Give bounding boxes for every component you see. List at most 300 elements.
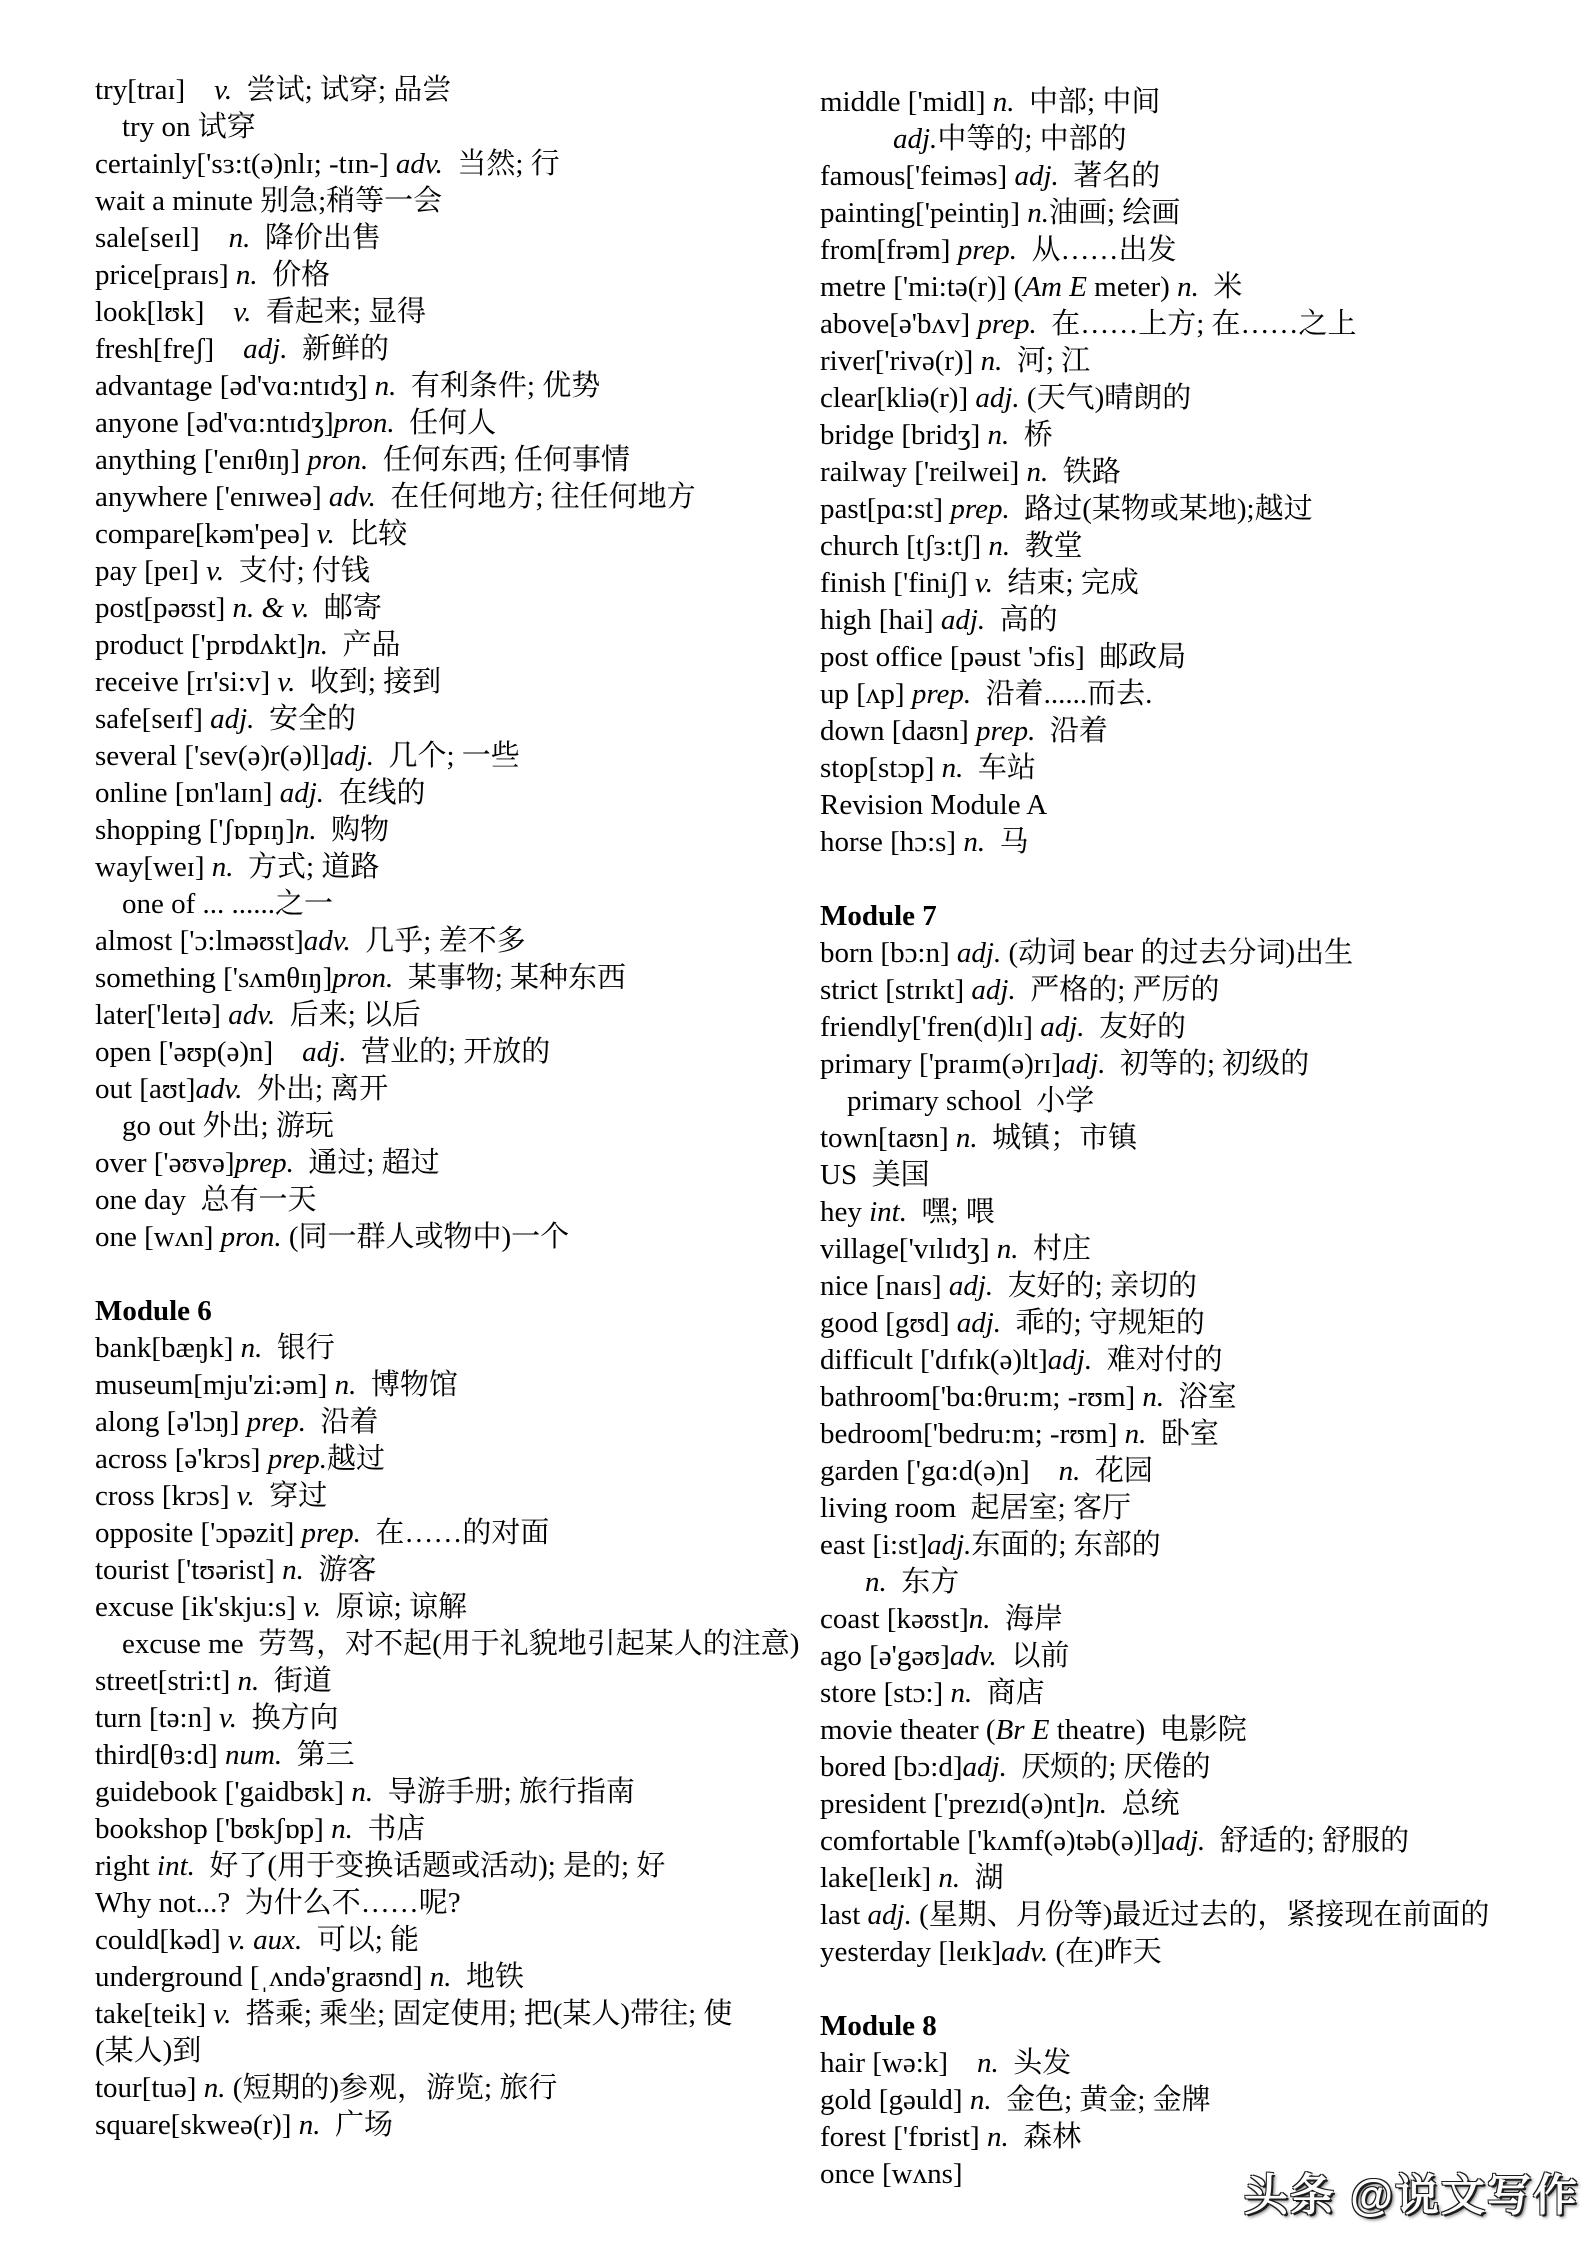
vocab-line bbox=[95, 960, 815, 997]
entry-text: railway ['reilwei] bbox=[820, 456, 1027, 488]
part-of-speech-label: adj. bbox=[927, 1529, 972, 1561]
part-of-speech-label: n. bbox=[237, 1665, 260, 1697]
vocab-line bbox=[820, 1934, 1565, 1971]
entry-text: advantage [əd'vɑ:ntɪdʒ] bbox=[95, 370, 375, 402]
vocab-line bbox=[820, 639, 1565, 676]
entry-text: take[teik] bbox=[95, 1998, 214, 2030]
entry-text: almost ['ɔ:lməʊst] bbox=[95, 925, 304, 957]
entry-text: product ['prɒdʌkt] bbox=[95, 629, 307, 661]
vocab-line bbox=[820, 1453, 1565, 1490]
entry-text: past[pɑ:st] bbox=[820, 493, 951, 525]
entry-text: 原谅; 谅解 bbox=[321, 1591, 467, 1623]
entry-text: 支付; 付钱 bbox=[224, 555, 370, 587]
entry-text: hey bbox=[820, 1196, 870, 1228]
entry-text: anyone [əd'vɑ:ntɪdʒ] bbox=[95, 407, 334, 439]
entry-text: 尝试; 试穿; 品尝 bbox=[232, 74, 452, 106]
vocab-line bbox=[95, 220, 815, 257]
entry-text: famous['feiməs] bbox=[820, 160, 1015, 192]
part-of-speech-label: n. bbox=[374, 370, 397, 402]
entry-text: coast [kəʊst] bbox=[820, 1603, 969, 1635]
vocab-line bbox=[95, 1367, 815, 1404]
entry-text: try[traɪ] bbox=[95, 74, 215, 106]
part-of-speech-label: v. bbox=[233, 296, 252, 328]
vocab-line bbox=[820, 1120, 1565, 1157]
part-of-speech-label: adj. bbox=[971, 974, 1016, 1006]
entry-text: (动词 bear 的过去分词)出生 bbox=[1001, 937, 1354, 969]
vocab-line bbox=[820, 1194, 1565, 1231]
part-of-speech-label: pron. bbox=[307, 444, 369, 476]
vocab-line bbox=[95, 1626, 815, 1663]
vocab-line bbox=[820, 1564, 1565, 1601]
entry-text: (星期、月份等)最近过去的，紧接现在前面的 bbox=[911, 1899, 1490, 1931]
vocab-line bbox=[820, 491, 1565, 528]
entry-text: 几个; 一些 bbox=[373, 740, 520, 772]
entry-text: 东方 bbox=[886, 1566, 960, 1598]
entry-text: 桥 bbox=[1009, 419, 1053, 451]
entry-text: 米 bbox=[1198, 271, 1243, 303]
part-of-speech-label: n. bbox=[996, 1233, 1019, 1265]
entry-text: 好了(用于变换话题或活动); 是的; 好 bbox=[194, 1850, 666, 1882]
vocab-line bbox=[95, 1589, 815, 1626]
vocab-line bbox=[820, 1157, 1565, 1194]
vocab-line bbox=[95, 1552, 815, 1589]
entry-text: 沿着 bbox=[1035, 715, 1108, 747]
entry-text: 沿着 bbox=[305, 1406, 379, 1438]
entry-text: out [aʊt] bbox=[95, 1073, 196, 1105]
vocab-line bbox=[820, 1379, 1565, 1416]
vocab-line bbox=[95, 1441, 815, 1478]
vocab-line bbox=[820, 1675, 1565, 1712]
entry-text: nice [naɪs] bbox=[820, 1270, 949, 1302]
part-of-speech-label: prep. bbox=[911, 678, 972, 710]
entry-text: post office [pəust 'ɔfis] 邮政局 bbox=[820, 641, 1187, 673]
part-of-speech-label: v. bbox=[219, 1702, 237, 1734]
part-of-speech-label: n. bbox=[1027, 197, 1049, 229]
vocab-line bbox=[95, 183, 815, 220]
vocab-line bbox=[95, 1108, 815, 1145]
entry-text: fresh[freʃ] bbox=[95, 333, 244, 365]
vocab-line bbox=[95, 775, 815, 812]
part-of-speech-label: adj. bbox=[948, 1270, 994, 1302]
entry-text: square[skweə(r)] bbox=[95, 2109, 299, 2141]
entry-text: over ['əʊvə] bbox=[95, 1147, 235, 1179]
entry-text: 在……的对面 bbox=[360, 1517, 550, 1549]
part-of-speech-label: v. bbox=[214, 74, 233, 106]
entry-text: 东面的; 东部的 bbox=[971, 1529, 1161, 1561]
entry-text: 油画; 绘画 bbox=[1048, 197, 1181, 229]
entry-text: garden ['gɑ:d(ə)n] bbox=[820, 1455, 1059, 1487]
vocab-line bbox=[820, 1786, 1565, 1823]
entry-text: 铁路 bbox=[1048, 456, 1121, 488]
part-of-speech-label: n. bbox=[1058, 1455, 1081, 1487]
part-of-speech-label: prep. bbox=[234, 1147, 294, 1179]
part-of-speech-label: n. bbox=[240, 1332, 263, 1364]
entry-text: stop[stɔp] bbox=[820, 752, 942, 784]
entry-text: church [tʃɜ:tʃ] bbox=[820, 530, 989, 562]
part-of-speech-label: n. bbox=[235, 259, 258, 291]
part-of-speech-label: n. bbox=[963, 826, 986, 858]
vocab-line bbox=[820, 1342, 1565, 1379]
entry-text: online [ɒn'laɪn] bbox=[95, 777, 280, 809]
vocab-line bbox=[95, 923, 815, 960]
entry-text: 当然; 行 bbox=[442, 148, 560, 180]
part-of-speech-label: n. bbox=[294, 814, 317, 846]
vocab-line bbox=[820, 602, 1565, 639]
module-header bbox=[95, 1293, 815, 1330]
part-of-speech-label: adj. bbox=[893, 123, 938, 155]
part-of-speech-label: v. bbox=[206, 555, 225, 587]
vocab-line bbox=[95, 294, 815, 331]
entry-text: 沿着......而去. bbox=[971, 678, 1153, 710]
entry-text: bored [bɔ:d] bbox=[820, 1751, 963, 1783]
part-of-speech-label: n. bbox=[992, 86, 1015, 118]
entry-text: 中部; 中间 bbox=[1014, 86, 1161, 118]
vocab-line bbox=[820, 1860, 1565, 1897]
vocab-line bbox=[820, 1305, 1565, 1342]
entry-text: opposite ['ɔpəzit] bbox=[95, 1517, 302, 1549]
vocab-line bbox=[820, 1083, 1565, 1120]
blank-line bbox=[820, 861, 1565, 898]
entry-text: certainly['sɜ:t(ə)nlɪ; -tɪn-] bbox=[95, 148, 396, 180]
entry-text: strict [strɪkt] bbox=[820, 974, 972, 1006]
vocab-line bbox=[95, 1959, 815, 1996]
entry-text: 博物馆 bbox=[356, 1369, 458, 1401]
entry-text: 方式; 道路 bbox=[233, 851, 380, 883]
vocab-line bbox=[95, 2033, 815, 2070]
entry-text: (同一群人或物中)一个 bbox=[281, 1221, 570, 1253]
vocab-line bbox=[820, 824, 1565, 861]
vocab-line bbox=[95, 405, 815, 442]
vocab-line bbox=[820, 343, 1565, 380]
entry-text: 浴室 bbox=[1164, 1381, 1237, 1413]
vocab-line bbox=[820, 972, 1565, 1009]
entry-text: bridge [bridʒ] bbox=[820, 419, 988, 451]
entry-text: 高的 bbox=[985, 604, 1058, 636]
entry-text: 中等的; 中部的 bbox=[937, 123, 1127, 155]
entry-text: yesterday [leɪk] bbox=[820, 1936, 1002, 1968]
entry-text: 湖 bbox=[960, 1862, 1004, 1894]
entry-text: village['vɪlɪdʒ] bbox=[820, 1233, 997, 1265]
entry-text: lake[leɪk] bbox=[820, 1862, 939, 1894]
part-of-speech-label: n. bbox=[203, 2072, 226, 2104]
entry-text: 营业的; 开放的 bbox=[346, 1036, 551, 1068]
entry-text: 第三 bbox=[282, 1739, 355, 1771]
part-of-speech-label: n. bbox=[968, 1603, 991, 1635]
vocab-line bbox=[95, 997, 815, 1034]
entry-text: way[weɪ] bbox=[95, 851, 212, 883]
entry-text: 教堂 bbox=[1010, 530, 1083, 562]
entry-text: 地铁 bbox=[451, 1961, 524, 1993]
part-of-speech-label: Br E bbox=[995, 1714, 1050, 1746]
watermark: 头条 @说文写作 bbox=[1243, 2171, 1579, 2220]
entry-text: third[θɜ:d] bbox=[95, 1739, 225, 1771]
part-of-speech-label: adj. bbox=[1047, 1344, 1093, 1376]
part-of-speech-label: adj. bbox=[243, 333, 288, 365]
vocab-line bbox=[95, 146, 815, 183]
entry-text: 嘿; 喂 bbox=[907, 1196, 995, 1228]
vocab-line bbox=[820, 1231, 1565, 1268]
part-of-speech-label: adj. bbox=[210, 703, 255, 735]
part-of-speech-label: v. bbox=[975, 567, 994, 599]
entry-text: along [ə'lɔŋ] bbox=[95, 1406, 247, 1438]
entry-text: 后来; 以后 bbox=[275, 999, 422, 1031]
entry-text: look[lʊk] bbox=[95, 296, 234, 328]
part-of-speech-label: prep. bbox=[976, 715, 1036, 747]
entry-text: right bbox=[95, 1850, 158, 1882]
entry-text: 书店 bbox=[352, 1813, 426, 1845]
entry-text: 比较 bbox=[334, 518, 408, 550]
vocab-line bbox=[95, 664, 815, 701]
part-of-speech-label: adj. bbox=[302, 1036, 347, 1068]
entry-text: 商店 bbox=[972, 1677, 1045, 1709]
vocab-line bbox=[95, 257, 815, 294]
entry-text: one day 总有一天 bbox=[95, 1184, 317, 1216]
entry-text: gold [gəuld] bbox=[820, 2084, 970, 2116]
vocab-line bbox=[95, 1848, 815, 1885]
vocab-line bbox=[820, 528, 1565, 565]
vocab-line bbox=[820, 380, 1565, 417]
vocab-line bbox=[95, 590, 815, 627]
entry-text: later['leɪtə] bbox=[95, 999, 229, 1031]
part-of-speech-label: n. bbox=[1142, 1381, 1165, 1413]
vocab-line bbox=[95, 1034, 815, 1071]
entry-text: comfortable ['kʌmf(ə)təb(ə)l] bbox=[820, 1825, 1161, 1857]
column-right bbox=[820, 84, 1565, 2193]
part-of-speech-label: prep. bbox=[301, 1517, 361, 1549]
entry-text: 看起来; 显得 bbox=[251, 296, 427, 328]
entry-text: (短期的)参观，游览; 旅行 bbox=[225, 2072, 558, 2104]
entry-text: bathroom['bɑ:θru:m; -rʊm] bbox=[820, 1381, 1143, 1413]
entry-text: 头发 bbox=[998, 2047, 1072, 2079]
entry-text: river['rivə(r)] bbox=[820, 345, 981, 377]
entry-text: 任何东西; 任何事情 bbox=[368, 444, 631, 476]
entry-text: living room 起居室; 客厅 bbox=[820, 1492, 1131, 1524]
entry-text: 通过; 超过 bbox=[293, 1147, 440, 1179]
vocab-line bbox=[820, 1638, 1565, 1675]
entry-text: post[pəʊst] bbox=[95, 592, 233, 624]
vocab-line bbox=[820, 195, 1565, 232]
vocab-line bbox=[820, 2045, 1565, 2082]
entry-text: town[taʊn] bbox=[820, 1122, 956, 1154]
vocab-line bbox=[820, 1712, 1565, 1749]
vocab-line bbox=[95, 1737, 815, 1774]
entry-text: up [ʌp] bbox=[820, 678, 912, 710]
part-of-speech-label: v. bbox=[316, 518, 335, 550]
entry-text: 著名的 bbox=[1058, 160, 1161, 192]
entry-text: 安全的 bbox=[254, 703, 356, 735]
vocab-line bbox=[820, 1897, 1565, 1934]
entry-text: safe[seɪf] bbox=[95, 703, 211, 735]
part-of-speech-label: n. bbox=[331, 1813, 353, 1845]
entry-text: one of ... ......之一 bbox=[122, 888, 334, 920]
entry-text: 任何人 bbox=[394, 407, 497, 439]
entry-text: movie theater ( bbox=[820, 1714, 996, 1746]
part-of-speech-label: v. bbox=[303, 1591, 322, 1623]
vocab-line bbox=[95, 886, 815, 923]
entry-text: 在……上方; 在……之上 bbox=[1036, 308, 1357, 340]
entry-text: 在线的 bbox=[324, 777, 426, 809]
entry-text: 海岸 bbox=[990, 1603, 1064, 1635]
entry-text: 在任何地方; 往任何地方 bbox=[375, 481, 696, 513]
entry-text: compare[kəm'peə] bbox=[95, 518, 317, 550]
vocab-line bbox=[820, 2082, 1565, 2119]
entry-text: 银行 bbox=[262, 1332, 335, 1364]
entry-text: middle ['midl] bbox=[820, 86, 993, 118]
entry-text: 城镇；市镇 bbox=[977, 1122, 1138, 1154]
entry-text: cross [krɔs] bbox=[95, 1480, 237, 1512]
entry-text: 外出; 离开 bbox=[242, 1073, 389, 1105]
entry-text: 乖的; 守规矩的 bbox=[1001, 1307, 1205, 1339]
entry-text: Module 8 bbox=[820, 2010, 937, 2042]
vocab-line bbox=[95, 1922, 815, 1959]
part-of-speech-label: n. bbox=[1124, 1418, 1147, 1450]
entry-text: excuse me 劳驾，对不起(用于礼貌地引起某人的注意) bbox=[122, 1628, 800, 1660]
entry-text: theatre) 电影院 bbox=[1049, 1714, 1247, 1746]
vocab-line bbox=[95, 2070, 815, 2107]
entry-text: 几乎; 差不多 bbox=[350, 925, 526, 957]
entry-text: 森林 bbox=[1008, 2121, 1082, 2153]
entry-text: bank[bæŋk] bbox=[95, 1332, 241, 1364]
entry-text: last bbox=[820, 1899, 868, 1931]
entry-text: something ['sʌmθɪŋ] bbox=[95, 962, 333, 994]
entry-text: horse [hɔ:s] bbox=[820, 826, 964, 858]
entry-text: 难对付的 bbox=[1092, 1344, 1223, 1376]
part-of-speech-label: v. bbox=[236, 1480, 255, 1512]
part-of-speech-label: n. bbox=[865, 1566, 887, 1598]
vocab-line bbox=[820, 306, 1565, 343]
entry-text: turn [tə:n] bbox=[95, 1702, 220, 1734]
entry-text: once [wʌns] bbox=[820, 2158, 963, 2190]
part-of-speech-label: n. bbox=[969, 2084, 992, 2116]
part-of-speech-label: pron. bbox=[332, 962, 394, 994]
part-of-speech-label: n. bbox=[429, 1961, 452, 1993]
entry-text: excuse [ik'skju:s] bbox=[95, 1591, 304, 1623]
entry-text: one [wʌn] bbox=[95, 1221, 221, 1253]
part-of-speech-label: n. & v. bbox=[232, 592, 310, 624]
entry-text: 厌烦的; 厌倦的 bbox=[1006, 1751, 1211, 1783]
blank-line bbox=[95, 1256, 815, 1293]
vocab-line bbox=[820, 565, 1565, 602]
vocab-line bbox=[95, 1145, 815, 1182]
part-of-speech-label: n. bbox=[988, 530, 1011, 562]
entry-text: price[praɪs] bbox=[95, 259, 236, 291]
entry-text: 舒适的; 舒服的 bbox=[1205, 1825, 1410, 1857]
vocab-line bbox=[820, 417, 1565, 454]
part-of-speech-label: prep. bbox=[977, 308, 1037, 340]
part-of-speech-label: n. bbox=[1085, 1788, 1108, 1820]
part-of-speech-label: adj. bbox=[962, 1751, 1007, 1783]
entry-text: bedroom['bedru:m; -rʊm] bbox=[820, 1418, 1125, 1450]
entry-text: try on 试穿 bbox=[122, 111, 256, 143]
part-of-speech-label: int. bbox=[869, 1196, 907, 1228]
vocab-line bbox=[95, 1219, 815, 1256]
entry-text: 花园 bbox=[1080, 1455, 1153, 1487]
part-of-speech-label: prep. bbox=[246, 1406, 306, 1438]
vocab-line bbox=[820, 787, 1565, 824]
vocab-line bbox=[820, 1490, 1565, 1527]
vocab-line bbox=[95, 1330, 815, 1367]
entry-text: US 美国 bbox=[820, 1159, 930, 1191]
part-of-speech-label: n. bbox=[351, 1776, 374, 1808]
entry-text: 马 bbox=[985, 826, 1029, 858]
entry-text: metre ['mi:tə(r)] ( bbox=[820, 271, 1024, 303]
blank-line bbox=[820, 1971, 1565, 2008]
vocab-line bbox=[95, 1774, 815, 1811]
entry-text: meter) bbox=[1086, 271, 1178, 303]
entry-text: 初等的; 初级的 bbox=[1105, 1048, 1310, 1080]
entry-text: from[frəm] bbox=[820, 234, 958, 266]
part-of-speech-label: n. bbox=[228, 222, 251, 254]
part-of-speech-label: n. bbox=[987, 419, 1010, 451]
vocab-line bbox=[820, 1416, 1565, 1453]
part-of-speech-label: prep. bbox=[267, 1443, 328, 1475]
part-of-speech-label: pron. bbox=[220, 1221, 282, 1253]
entry-text: museum[mju'zi:əm] bbox=[95, 1369, 335, 1401]
entry-text: bookshop ['bʊkʃɒp] bbox=[95, 1813, 332, 1845]
vocab-line bbox=[95, 1515, 815, 1552]
part-of-speech-label: int. bbox=[157, 1850, 195, 1882]
part-of-speech-label: pron. bbox=[333, 407, 395, 439]
part-of-speech-label: n. bbox=[1026, 456, 1049, 488]
vocab-line bbox=[95, 1071, 815, 1108]
part-of-speech-label: adj. bbox=[279, 777, 324, 809]
entry-text: 河; 江 bbox=[1002, 345, 1091, 377]
entry-text: good [gʊd] bbox=[820, 1307, 957, 1339]
module-header bbox=[820, 898, 1565, 935]
part-of-speech-label: adj. bbox=[867, 1899, 912, 1931]
vocab-line bbox=[820, 1268, 1565, 1305]
entry-text: wait a minute 别急;稍等一会 bbox=[95, 185, 443, 217]
part-of-speech-label: n. bbox=[282, 1554, 304, 1586]
part-of-speech-label: adj. bbox=[956, 1307, 1002, 1339]
column-left bbox=[95, 72, 815, 2144]
vocab-line bbox=[95, 738, 815, 775]
vocab-line bbox=[95, 516, 815, 553]
entry-text: 友好的; 亲切的 bbox=[993, 1270, 1197, 1302]
vocab-line bbox=[820, 454, 1565, 491]
part-of-speech-label: adv. bbox=[949, 1640, 997, 1672]
entry-text: open ['əʊp(ə)n] bbox=[95, 1036, 303, 1068]
module-header bbox=[820, 2008, 1565, 2045]
part-of-speech-label: num. bbox=[224, 1739, 283, 1771]
entry-text: 金色; 黄金; 金牌 bbox=[991, 2084, 1211, 2116]
vocab-line bbox=[95, 701, 815, 738]
vocab-line bbox=[95, 627, 815, 664]
entry-text: 总统 bbox=[1107, 1788, 1180, 1820]
part-of-speech-label: adj. bbox=[329, 740, 374, 772]
entry-text: 结束; 完成 bbox=[993, 567, 1139, 599]
part-of-speech-label: adj. bbox=[975, 382, 1020, 414]
part-of-speech-label: adj. bbox=[956, 937, 1002, 969]
entry-text: hair [wə:k] bbox=[820, 2047, 978, 2079]
vocab-line bbox=[820, 269, 1565, 306]
entry-text: 换方向 bbox=[237, 1702, 339, 1734]
part-of-speech-label: n. bbox=[955, 1122, 978, 1154]
part-of-speech-label: v. aux. bbox=[227, 1924, 303, 1956]
vocab-line bbox=[820, 1527, 1565, 1564]
vocab-line bbox=[820, 84, 1565, 121]
vocab-line bbox=[95, 1182, 815, 1219]
entry-text: painting['peintiŋ] bbox=[820, 197, 1028, 229]
part-of-speech-label: adj. bbox=[1160, 1825, 1206, 1857]
entry-text: (在)昨天 bbox=[1048, 1936, 1162, 1968]
vocab-line bbox=[820, 232, 1565, 269]
entry-text: across [ə'krɔs] bbox=[95, 1443, 268, 1475]
vocab-line bbox=[95, 109, 815, 146]
entry-text: 严格的; 严厉的 bbox=[1015, 974, 1220, 1006]
vocab-line bbox=[95, 1700, 815, 1737]
vocab-line bbox=[95, 1478, 815, 1515]
